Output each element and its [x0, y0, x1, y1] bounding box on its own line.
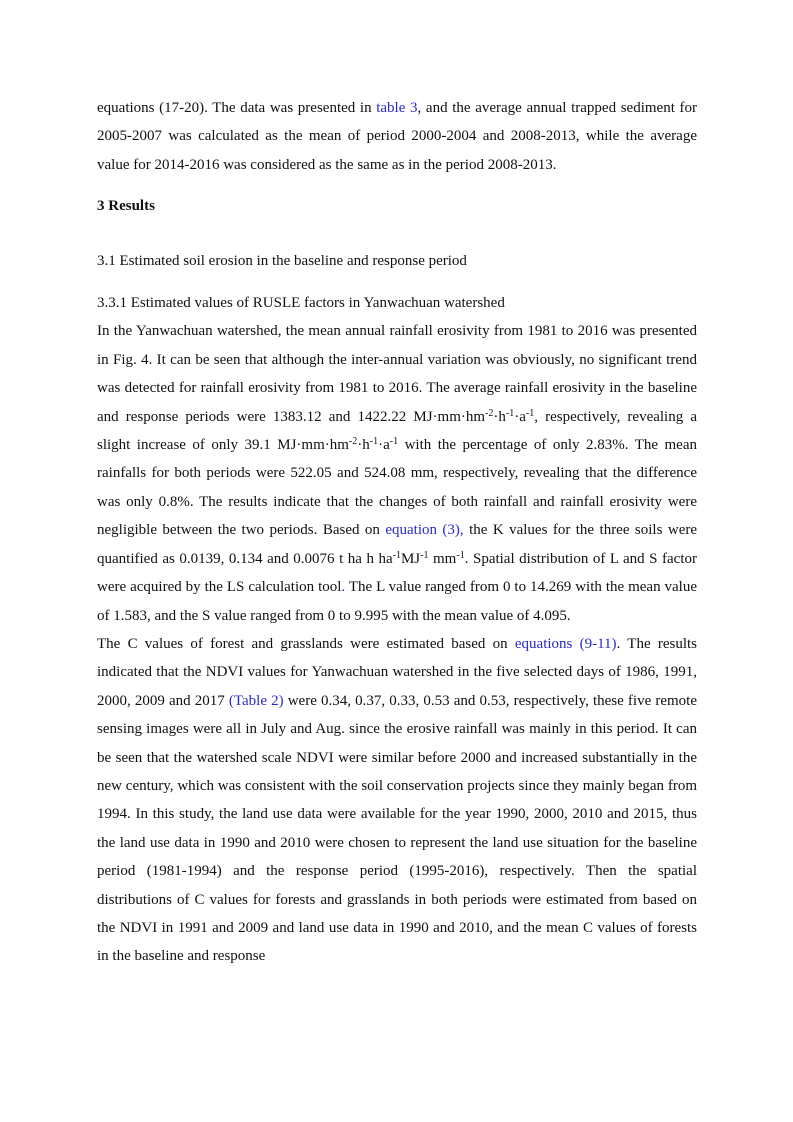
- table-2-link[interactable]: (Table 2): [228, 692, 284, 709]
- text-span: . The results indicated that the NDVI values for Yanwachuan watershed in the five selected days of 1986, 1991, 2000, 2009 and 2017: [97, 635, 698, 709]
- paragraph-trapped-sediment: [97, 94, 697, 179]
- text-span: equations (17-20). The data was presented in: [97, 100, 377, 116]
- superscript: -1: [525, 407, 535, 419]
- equations-9-11-link[interactable]: equations (9-11): [514, 635, 617, 652]
- subsubsection-heading: 3.3.1 Estimated values of RUSLE factors in Yanwachuan watershed: [97, 295, 505, 312]
- superscript: -1: [369, 436, 379, 448]
- text-span: ·h: [357, 437, 370, 454]
- superscript: -1: [389, 436, 399, 448]
- equation-3-link[interactable]: equation (3),: [385, 522, 464, 539]
- text-span: The C values of forest and grasslands were estimated based on: [97, 635, 515, 652]
- section-heading-results: 3 Results: [97, 198, 155, 215]
- text-span: with the percentage of only 2.83%. The mean rainfalls for both periods were 522.05 and 524.08 mm, respectively, revealing that the difference was only 0.8%. The results indicate that the changes of both rainfall and rainfall erosivity were negligible between the two periods. Based on: [97, 437, 697, 539]
- document-page: [97, 94, 697, 971]
- superscript: -2: [348, 436, 358, 448]
- superscript: -2: [485, 407, 494, 419]
- text-span: The L value ranged from 0 to 14.269 with the mean value of 1.583, and the S value ranged from 0 to 9.995 with the mean value of 4.095.: [97, 579, 697, 624]
- text-span: . Spatial distribution of L and S factor were acquired by the LS calculation tool: [97, 550, 697, 596]
- text-span: ·h: [493, 408, 506, 425]
- text-span: , and the average annual trapped sediment for 2005-2007 was calculated as the mean of period 2000-2004 and 2008-2013, while the average value for 2014-2016 was considered as the same as in the period 2008-2013.: [97, 100, 697, 173]
- table-3-link[interactable]: table 3: [376, 100, 418, 116]
- superscript: -1: [505, 407, 515, 419]
- text-span: ·a: [514, 408, 526, 425]
- text-span: , respectively, revealing a slight increase of only 39.1 MJ·mm·hm: [97, 408, 697, 454]
- paragraph-c-values: [97, 630, 697, 971]
- text-span: In the Yanwachuan watershed, the mean annual rainfall erosivity from 1981 to 2016 was presented in Fig. 4. It can be seen that although the inter-annual variation was obviously, no significant trend was detected for rainfall erosivity from 1981 to 2016. The average rainfall erosivity in the baseline and response periods were 1383.12 and 1422.22 MJ·mm·hm: [97, 323, 697, 425]
- paragraph-rainfall-erosivity: [97, 317, 697, 629]
- text-span: the K values for the three soils were quantified as 0.0139, 0.134 and 0.0076 t ha h ha: [97, 522, 698, 567]
- ls-tool-link[interactable]: .: [341, 579, 346, 596]
- superscript: -1: [420, 549, 429, 561]
- subsection-heading: 3.1 Estimated soil erosion in the baseline and response period: [97, 252, 467, 269]
- text-span: ·a: [378, 437, 390, 454]
- text-span: were 0.34, 0.37, 0.33, 0.53 and 0.53, respectively, these five remote sensing images were all in July and Aug. since the erosive rainfall was mainly in this period. It can be seen that the watershed scale NDVI were similar before 2000 and increased substantially in the new century, which was consistent with the soil conservation projects since they mainly began from 1994. In this study, the land use data were available for the year 1990, 2000, 2010 and 2015, thus the land use data in 1990 and 2010 were chosen to represent the land use situation for the baseline period (1981-1994) and the response period (1995-2016), respectively. Then the spatial distributions of C values for forests and grasslands in both periods were estimated from based on the NDVI in 1991 and 2009 and land use data in 1990 and 2010, and the mean C values of forests in the baseline and response: [97, 692, 697, 965]
- superscript: -1: [456, 549, 465, 561]
- text-span: MJ: [400, 550, 421, 567]
- text-span: mm: [428, 550, 457, 567]
- superscript: -1: [392, 549, 401, 561]
